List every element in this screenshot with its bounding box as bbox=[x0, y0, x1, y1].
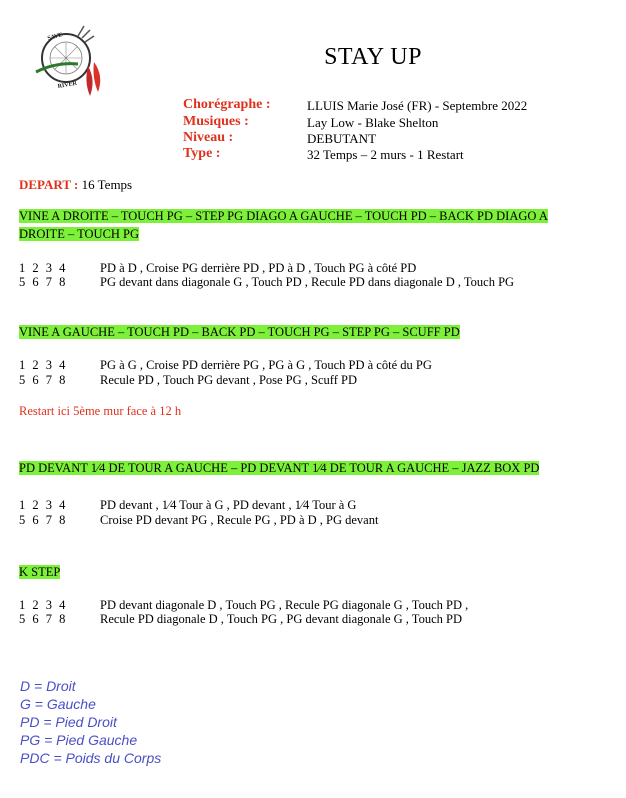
choreographer-label: Chorégraphe : bbox=[183, 97, 271, 112]
section-4-heading bbox=[19, 563, 60, 581]
section-1-heading bbox=[19, 207, 609, 243]
level-label: Niveau : bbox=[183, 130, 234, 145]
count-label: 1 2 3 4 bbox=[19, 598, 68, 612]
section-heading-line: VINE A GAUCHE – TOUCH PD – BACK PD – TOUCH PG – STEP PG – SCUFF PD bbox=[19, 325, 460, 339]
logo-text-bottom: RIVER bbox=[57, 80, 78, 90]
depart-value: 16 Temps bbox=[81, 177, 133, 192]
type-label: Type : bbox=[183, 146, 221, 161]
count-label: 5 6 7 8 bbox=[19, 513, 68, 527]
step-description: Recule PD diagonale D , Touch PG , PG devant diagonale G , Touch PD bbox=[100, 612, 462, 626]
step-description: PG devant dans diagonale G , Touch PD , Recule PD dans diagonale D , Touch PG bbox=[100, 275, 515, 289]
page-title: STAY UP bbox=[324, 44, 422, 70]
music-value: Lay Low - Blake Shelton bbox=[307, 115, 439, 130]
count-label: 5 6 7 8 bbox=[19, 612, 68, 626]
step-description: PG à G , Croise PD derrière PG , PG à G , Touch PD à côté du PG bbox=[100, 358, 432, 372]
legend-item: G = Gauche bbox=[20, 696, 96, 712]
section-2-heading bbox=[19, 323, 460, 341]
step-description: PD à D , Croise PG derrière PD , PD à D , Touch PG à côté PD bbox=[100, 261, 417, 275]
music-label: Musiques : bbox=[183, 114, 249, 129]
logo-text-top: SAVE bbox=[46, 32, 64, 42]
choreographer-value: LLUIS Marie José (FR) - Septembre 2022 bbox=[307, 98, 528, 113]
step-description: Recule PD , Touch PG devant , Pose PG , Scuff PD bbox=[100, 373, 357, 387]
legend-item: PDC = Poids du Corps bbox=[20, 750, 162, 766]
legend-item: PG = Pied Gauche bbox=[20, 732, 138, 748]
step-description: Croise PD devant PG , Recule PG , PD à D , PG devant bbox=[100, 513, 379, 527]
count-label: 1 2 3 4 bbox=[19, 261, 68, 275]
section-heading-line: K STEP bbox=[19, 565, 61, 579]
section-3-heading bbox=[19, 459, 539, 477]
step-description: PD devant diagonale D , Touch PG , Recule PG diagonale G , Touch PD , bbox=[100, 598, 469, 612]
section-heading-line: DROITE – TOUCH PG bbox=[19, 227, 140, 241]
section-heading-line: VINE A DROITE – TOUCH PG – STEP PG DIAGO A GAUCHE – TOUCH PD – BACK PD DIAGO A bbox=[19, 209, 548, 223]
step-description: PD devant , 1⁄4 Tour à G , PD devant , 1⁄4 Tour à G bbox=[100, 498, 357, 512]
depart-line bbox=[19, 177, 132, 193]
restart-note: Restart ici 5ème mur face à 12 h bbox=[19, 404, 182, 418]
depart-label: DEPART : bbox=[19, 177, 79, 192]
legend-item: D = Droit bbox=[20, 678, 76, 694]
count-label: 1 2 3 4 bbox=[19, 358, 68, 372]
count-label: 5 6 7 8 bbox=[19, 275, 68, 289]
count-label: 5 6 7 8 bbox=[19, 373, 68, 387]
section-heading-line: PD DEVANT 1⁄4 DE TOUR A GAUCHE – PD DEVANT 1⁄4 DE TOUR A GAUCHE – JAZZ BOX PD bbox=[19, 461, 540, 475]
legend-item: PD = Pied Droit bbox=[20, 714, 117, 730]
level-value: DEBUTANT bbox=[307, 131, 377, 146]
type-value: 32 Temps – 2 murs - 1 Restart bbox=[307, 147, 464, 162]
count-label: 1 2 3 4 bbox=[19, 498, 68, 512]
